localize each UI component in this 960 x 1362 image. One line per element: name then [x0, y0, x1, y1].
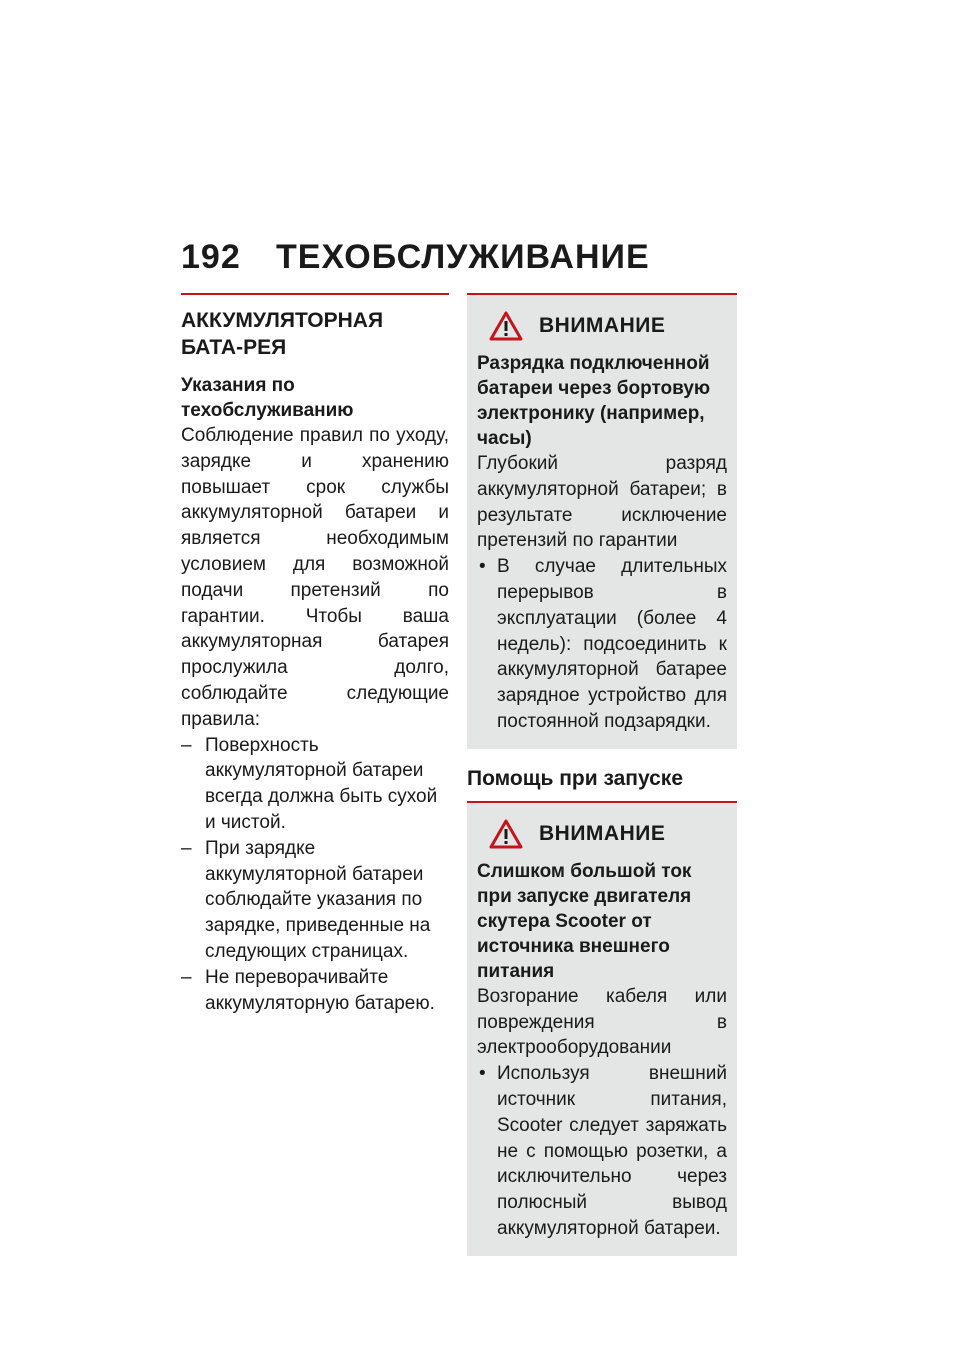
list-item: – Не переворачивайте аккумуляторную батарею.	[181, 966, 435, 1014]
warning-text: Возгорание кабеля или повреждения в электрооборудовании	[477, 985, 727, 1059]
list-item: – При зарядке аккумуляторной батареи соблюдайте указания по зарядке, приведенные на следующих страницах.	[181, 837, 431, 962]
list-item: • Используя внешний источник питания, Scooter следует заряжать не с помощью розетки, а исключительно через полюсный вывод аккумуляторной батареи.	[479, 1063, 727, 1239]
warning-bullets	[477, 1061, 727, 1242]
list-item: • В случае длительных перерывов в эксплуатации (более 4 недель): подсоединить к аккумуляторной батарее зарядное устройство для постоянной подзарядки.	[479, 556, 727, 732]
right-column	[467, 293, 737, 1256]
warning-header	[477, 819, 727, 849]
warning-header	[477, 311, 727, 341]
jump-start-heading: Помощь при запуске	[467, 766, 683, 790]
care-rules-list	[181, 733, 449, 1017]
warning-text: Глубокий разряд аккумуляторной батареи; в результате исключение претензий по гарантии	[477, 453, 727, 552]
section-title: АККУМУЛЯТОРНАЯ БАТА-РЕЯ	[181, 309, 384, 359]
subheading: Указания по техобслуживанию	[181, 375, 354, 421]
warning-label: ВНИМАНИЕ	[539, 821, 666, 845]
warning-box-jump-start	[467, 801, 737, 1256]
warning-title: Разрядка подключенной батареи через бортовую электронику (например, часы)	[477, 353, 711, 449]
chapter-title: ТЕХОБСЛУЖИВАНИЕ	[276, 238, 650, 276]
page-number: 192	[181, 238, 241, 276]
warning-title: Слишком большой ток при запуске двигателя скутера Scooter от источника внешнего питания	[477, 860, 692, 982]
page-header	[181, 238, 650, 277]
intro-paragraph: Соблюдение правил по уходу, зарядке и хранению повышает срок службы аккумуляторной батареи и является необходимым условием для возможной подачи претензий по гарантии. Чтобы ваша аккумуляторная батарея прослужила долго, соблюдайте следующие правила:	[181, 425, 449, 730]
warning-box-battery-drain	[467, 293, 737, 749]
warning-triangle-icon	[489, 311, 523, 341]
warning-bullets	[477, 554, 727, 735]
left-column	[181, 293, 449, 1016]
warning-label: ВНИМАНИЕ	[539, 314, 666, 337]
section-rule	[181, 293, 449, 295]
list-item: – Поверхность аккумуляторной батареи всегда должна быть сухой и чистой.	[181, 734, 438, 833]
warning-triangle-icon	[489, 819, 523, 849]
